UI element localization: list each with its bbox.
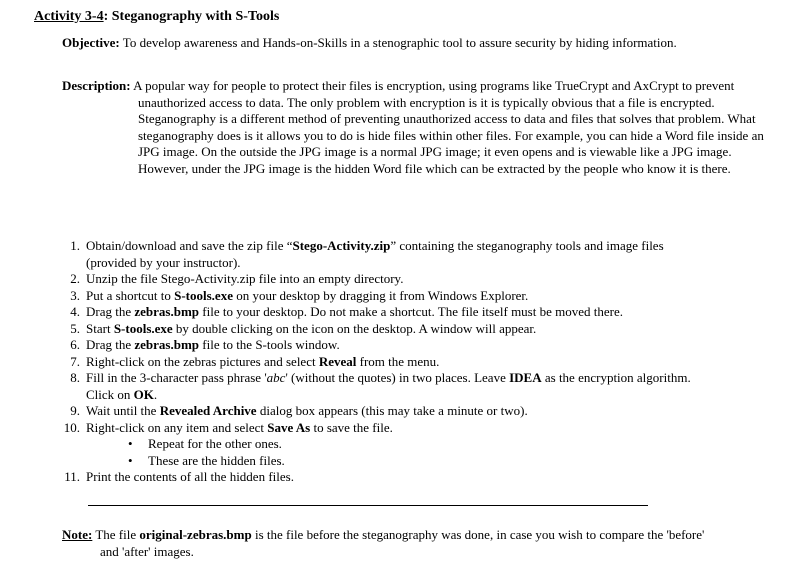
description-label: Description: xyxy=(62,78,131,93)
list-item: • These are the hidden files. xyxy=(128,452,285,468)
list-item: • Repeat for the other ones. xyxy=(128,436,282,451)
list-item: 9. Wait until the Revealed Archive dialog box appears (this may take a minute or two). xyxy=(70,403,528,418)
list-item: 8. Fill in the 3-character pass phrase 'abc' (without the quotes) in two places. Leave IDEA as the encryption algorithm. Click on OK. xyxy=(70,370,691,402)
activity-number: Activity 3-4 xyxy=(34,9,104,24)
page-title xyxy=(34,9,279,26)
list-item: 1. Obtain/download and save the zip file “Stego-Activity.zip” containing the steganography tools and image files (provided by your instructor). xyxy=(70,238,664,270)
steps-list xyxy=(62,238,702,486)
note-paragraph: Note: The file original-zebras.bmp is the file before the steganography was done, in case you wish to compare the 'before' and 'after' images. xyxy=(62,527,705,559)
description-paragraph xyxy=(62,78,770,177)
horizontal-rule xyxy=(88,505,648,506)
activity-title: : Steganography with S-Tools xyxy=(103,9,280,24)
sub-bullet-list xyxy=(86,436,702,469)
objective-label: Objective: xyxy=(62,35,120,50)
list-item: 10. Right-click on any item and select Save As to save the file. • Repeat for the other ones. • These are the hidden files. xyxy=(62,420,702,470)
list-item: 5. Start S-tools.exe by double clicking on the icon on the desktop. A window will appear. xyxy=(70,320,537,336)
bullet-icon: • xyxy=(128,452,133,468)
list-item: 6. Drag the zebras.bmp file to the S-tools window. xyxy=(70,337,340,352)
objective-paragraph xyxy=(62,35,712,52)
bullet-icon: • xyxy=(128,436,133,451)
list-item: 7. Right-click on the zebras pictures and select Reveal from the menu. xyxy=(70,353,440,369)
list-item: 2. Unzip the file Stego-Activity.zip file into an empty directory. xyxy=(70,271,404,286)
list-item: 3. Put a shortcut to S-tools.exe on your desktop by dragging it from Windows Explorer. xyxy=(70,287,529,303)
description-text: A popular way for people to protect their files is encryption, using programs like TrueCrypt and AxCrypt to prevent unauthorized access to data. The only problem with encryption is it is typically obvious that a file is encrypted. Steganography is a different method of preventing unauthorized access to data and files that solves that problem. What steganography does is it allows you to do is hide files within other files. For example, you can hide a Word file inside an JPG image. On the outside the JPG image is a normal JPG image; it even opens and is viewable like a JPG image. However, under the JPG image is the hidden Word file which can be extracted by the people who know it is there. xyxy=(130,78,764,176)
note-label: Note: xyxy=(62,527,93,542)
list-item: 4. Drag the zebras.bmp file to your desktop. Do not make a shortcut. The file itself must be moved there. xyxy=(70,304,623,319)
objective-text: To develop awareness and Hands-on-Skills in a stenographic tool to assure security by hiding information. xyxy=(119,35,677,50)
list-item: 11. Print the contents of all the hidden files. xyxy=(64,469,294,484)
